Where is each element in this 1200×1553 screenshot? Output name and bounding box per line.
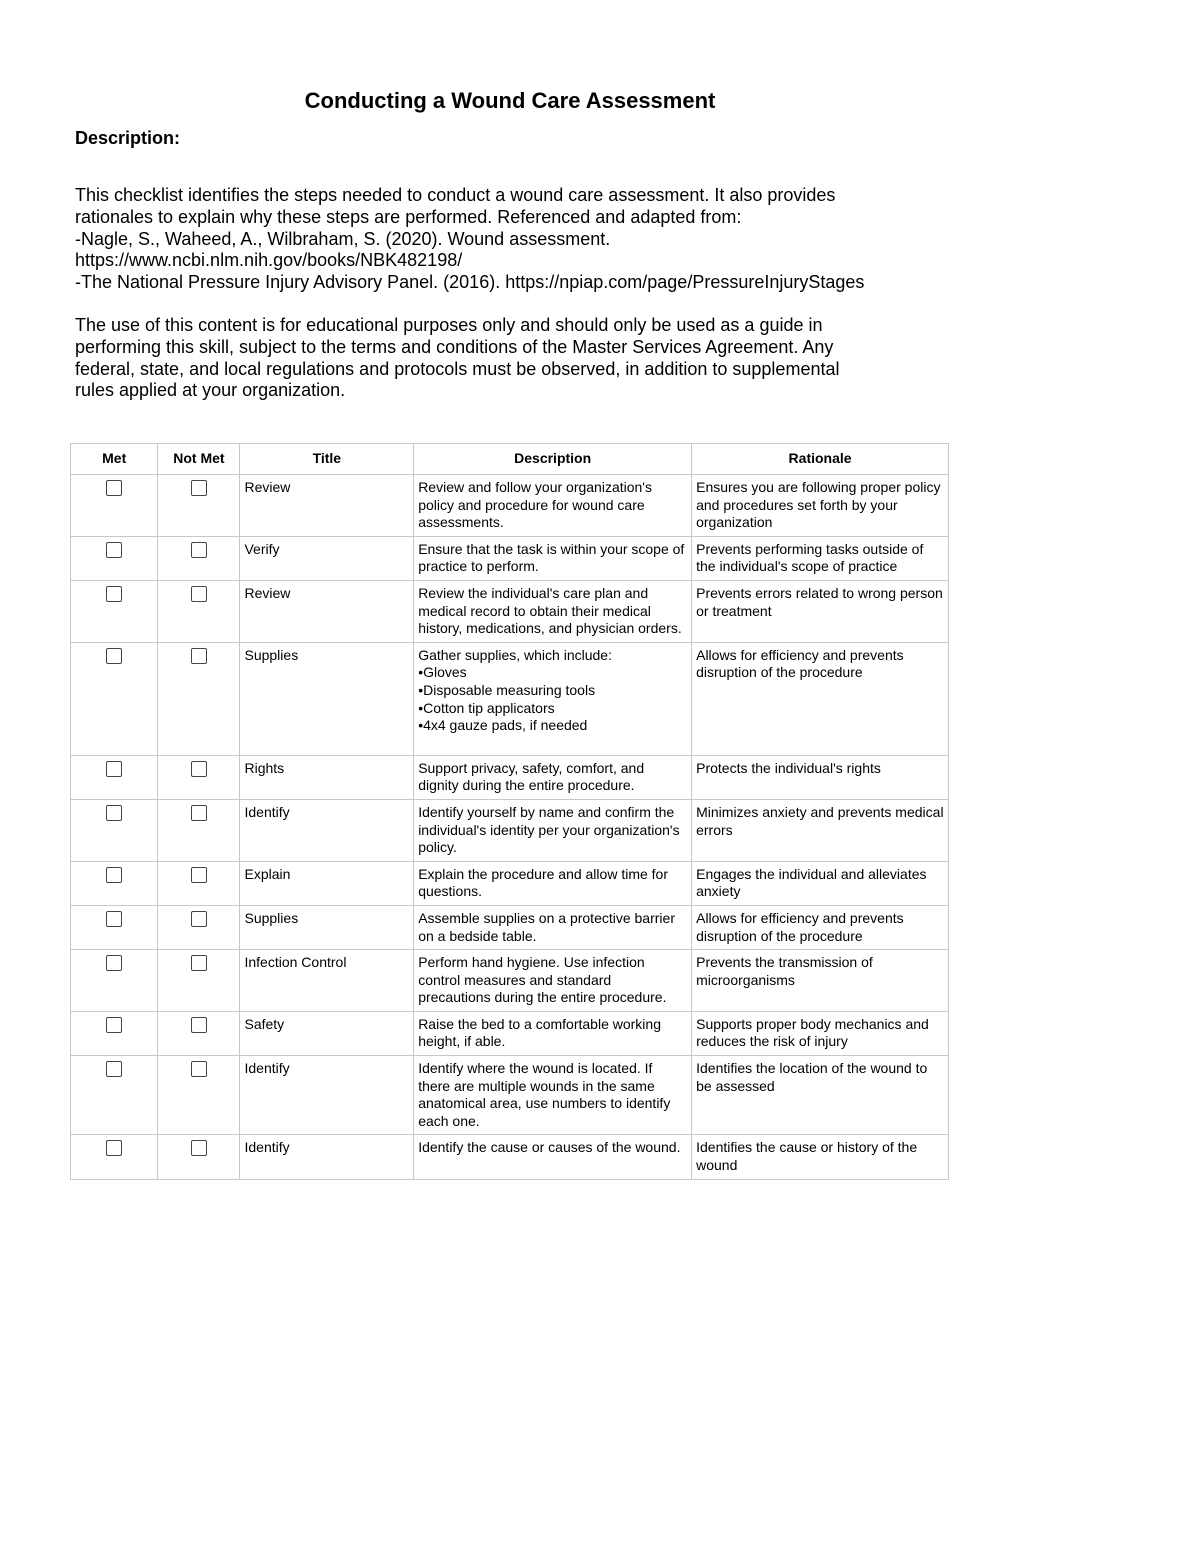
not-met-checkbox[interactable] bbox=[191, 1140, 207, 1156]
list-item: • 4x4 gauze pads, if needed bbox=[418, 717, 687, 735]
usage-line: federal, state, and local regulations and protocols must be observed, in addition to supplemental bbox=[75, 358, 840, 379]
not-met-checkbox[interactable] bbox=[191, 1017, 207, 1033]
reference-url: https://www.ncbi.nlm.nih.gov/books/NBK482198/ bbox=[75, 250, 463, 271]
step-description: Perform hand hygiene. Use infection control measures and standard precautions during the entire procedure. bbox=[414, 950, 692, 1012]
not-met-cell bbox=[158, 1056, 240, 1135]
met-checkbox[interactable] bbox=[106, 805, 122, 821]
step-rationale: Supports proper body mechanics and reduces the risk of injury bbox=[692, 1011, 949, 1055]
step-rationale: Protects the individual's rights bbox=[692, 755, 949, 799]
list-item: • Gloves bbox=[418, 664, 687, 682]
checklist-table bbox=[70, 443, 949, 1180]
not-met-cell bbox=[158, 475, 240, 537]
step-rationale: Allows for efficiency and prevents disruption of the procedure bbox=[692, 642, 949, 755]
supplies-list bbox=[418, 664, 687, 734]
met-cell bbox=[71, 1056, 158, 1135]
step-description-cell bbox=[414, 642, 692, 755]
intro-line: rationales to explain why these steps are performed. Referenced and adapted from: bbox=[75, 206, 742, 227]
step-title: Identify bbox=[240, 799, 414, 861]
column-header-not-met: Not Met bbox=[158, 444, 240, 475]
step-rationale: Engages the individual and alleviates anxiety bbox=[692, 861, 949, 905]
table-row bbox=[71, 1056, 949, 1135]
reference-citation: -The National Pressure Injury Advisory Panel. (2016). https://npiap.com/page/PressureInjuryStages bbox=[75, 272, 865, 293]
met-cell bbox=[71, 799, 158, 861]
not-met-checkbox[interactable] bbox=[191, 955, 207, 971]
not-met-cell bbox=[158, 580, 240, 642]
not-met-checkbox[interactable] bbox=[191, 911, 207, 927]
not-met-checkbox[interactable] bbox=[191, 1061, 207, 1077]
met-cell bbox=[71, 861, 158, 905]
not-met-checkbox[interactable] bbox=[191, 542, 207, 558]
step-description: Ensure that the task is within your scope of practice to perform. bbox=[414, 536, 692, 580]
not-met-cell bbox=[158, 755, 240, 799]
met-cell bbox=[71, 755, 158, 799]
met-checkbox[interactable] bbox=[106, 1140, 122, 1156]
not-met-cell bbox=[158, 861, 240, 905]
not-met-checkbox[interactable] bbox=[191, 805, 207, 821]
step-description: Identify the cause or causes of the wound. bbox=[414, 1135, 692, 1179]
met-cell bbox=[71, 475, 158, 537]
step-rationale: Prevents the transmission of microorganisms bbox=[692, 950, 949, 1012]
met-cell bbox=[71, 950, 158, 1012]
table-row bbox=[71, 475, 949, 537]
column-header-met: Met bbox=[71, 444, 158, 475]
usage-line: performing this skill, subject to the terms and conditions of the Master Services Agreement. Any bbox=[75, 336, 834, 357]
met-cell bbox=[71, 905, 158, 949]
step-title: Supplies bbox=[240, 642, 414, 755]
table-row bbox=[71, 755, 949, 799]
usage-line: The use of this content is for educational purposes only and should only be used as a guide in bbox=[75, 315, 823, 335]
page-title: Conducting a Wound Care Assessment bbox=[304, 88, 716, 113]
step-description: Support privacy, safety, comfort, and dignity during the entire procedure. bbox=[414, 755, 692, 799]
step-title: Rights bbox=[240, 755, 414, 799]
step-title: Supplies bbox=[240, 905, 414, 949]
column-header-description: Description bbox=[414, 444, 692, 475]
step-title: Verify bbox=[240, 536, 414, 580]
step-description: Identify where the wound is located. If there are multiple wounds in the same anatomical area, use numbers to identify each one. bbox=[414, 1056, 692, 1135]
step-description: Review and follow your organization's policy and procedure for wound care assessments. bbox=[414, 475, 692, 537]
step-rationale: Identifies the cause or history of the wound bbox=[692, 1135, 949, 1179]
step-title: Identify bbox=[240, 1056, 414, 1135]
step-rationale: Minimizes anxiety and prevents medical errors bbox=[692, 799, 949, 861]
not-met-cell bbox=[158, 536, 240, 580]
not-met-checkbox[interactable] bbox=[191, 761, 207, 777]
step-rationale: Allows for efficiency and prevents disruption of the procedure bbox=[692, 905, 949, 949]
step-rationale: Identifies the location of the wound to be assessed bbox=[692, 1056, 949, 1135]
met-checkbox[interactable] bbox=[106, 480, 122, 496]
table-row bbox=[71, 536, 949, 580]
not-met-cell bbox=[158, 642, 240, 755]
table-row bbox=[71, 950, 949, 1012]
step-title: Review bbox=[240, 475, 414, 537]
step-description: Assemble supplies on a protective barrier on a bedside table. bbox=[414, 905, 692, 949]
step-description: Review the individual's care plan and medical record to obtain their medical history, medications, and physician orders. bbox=[414, 580, 692, 642]
step-title: Review bbox=[240, 580, 414, 642]
not-met-checkbox[interactable] bbox=[191, 586, 207, 602]
met-checkbox[interactable] bbox=[106, 586, 122, 602]
not-met-cell bbox=[158, 905, 240, 949]
step-rationale: Ensures you are following proper policy and procedures set forth by your organization bbox=[692, 475, 949, 537]
not-met-checkbox[interactable] bbox=[191, 480, 207, 496]
not-met-cell bbox=[158, 950, 240, 1012]
met-checkbox[interactable] bbox=[106, 911, 122, 927]
step-title: Explain bbox=[240, 861, 414, 905]
step-description: Identify yourself by name and confirm the individual's identity per your organization's policy. bbox=[414, 799, 692, 861]
met-cell bbox=[71, 642, 158, 755]
step-description: Explain the procedure and allow time for questions. bbox=[414, 861, 692, 905]
met-checkbox[interactable] bbox=[106, 1061, 122, 1077]
list-item: • Cotton tip applicators bbox=[418, 700, 687, 718]
table-row bbox=[71, 580, 949, 642]
table-header-row bbox=[71, 444, 949, 475]
usage-disclaimer bbox=[75, 315, 955, 402]
table-row bbox=[71, 642, 949, 755]
step-description: Gather supplies, which include: bbox=[418, 646, 612, 663]
met-checkbox[interactable] bbox=[106, 867, 122, 883]
table-row bbox=[71, 1011, 949, 1055]
met-cell bbox=[71, 1011, 158, 1055]
step-title: Infection Control bbox=[240, 950, 414, 1012]
met-cell bbox=[71, 536, 158, 580]
table-row bbox=[71, 861, 949, 905]
step-rationale: Prevents performing tasks outside of the individual's scope of practice bbox=[692, 536, 949, 580]
description-heading: Description: bbox=[75, 128, 181, 148]
list-item: • Disposable measuring tools bbox=[418, 682, 687, 700]
column-header-rationale: Rationale bbox=[692, 444, 949, 475]
table-row bbox=[71, 1135, 949, 1179]
met-checkbox[interactable] bbox=[106, 955, 122, 971]
step-rationale: Prevents errors related to wrong person or treatment bbox=[692, 580, 949, 642]
not-met-cell bbox=[158, 1011, 240, 1055]
met-cell bbox=[71, 580, 158, 642]
step-description: Raise the bed to a comfortable working height, if able. bbox=[414, 1011, 692, 1055]
not-met-cell bbox=[158, 799, 240, 861]
step-title: Safety bbox=[240, 1011, 414, 1055]
intro-paragraph bbox=[75, 185, 955, 294]
not-met-checkbox[interactable] bbox=[191, 648, 207, 664]
met-checkbox[interactable] bbox=[106, 542, 122, 558]
met-checkbox[interactable] bbox=[106, 648, 122, 664]
not-met-checkbox[interactable] bbox=[191, 867, 207, 883]
column-header-title: Title bbox=[240, 444, 414, 475]
not-met-cell bbox=[158, 1135, 240, 1179]
reference-citation: -Nagle, S., Waheed, A., Wilbraham, S. (2020). Wound assessment. bbox=[75, 228, 611, 249]
step-title: Identify bbox=[240, 1135, 414, 1179]
met-cell bbox=[71, 1135, 158, 1179]
intro-line: This checklist identifies the steps needed to conduct a wound care assessment. It also provides bbox=[75, 185, 836, 205]
table-row bbox=[71, 905, 949, 949]
met-checkbox[interactable] bbox=[106, 761, 122, 777]
met-checkbox[interactable] bbox=[106, 1017, 122, 1033]
table-row bbox=[71, 799, 949, 861]
usage-line: rules applied at your organization. bbox=[75, 380, 346, 401]
